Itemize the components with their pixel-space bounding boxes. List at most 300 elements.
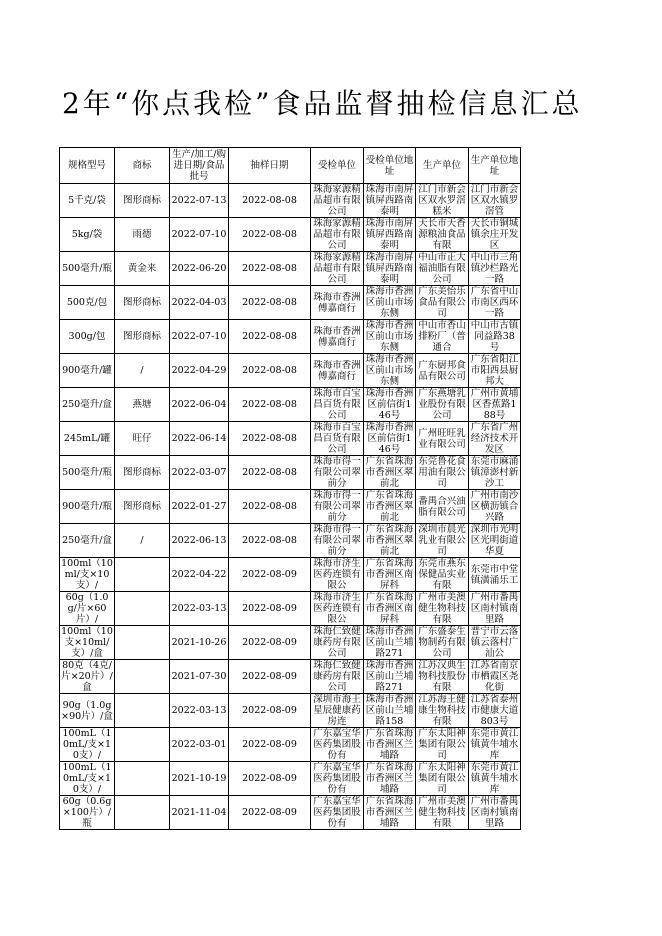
cell-text: 250毫升/盒 (62, 399, 112, 410)
cell-text: 80克（4克/片×20片）/盒 (61, 660, 113, 693)
cell-production-date (170, 286, 229, 320)
header-producer-address: 生产单位地址 (469, 148, 521, 184)
cell-text: 2022-06-13 (171, 535, 227, 546)
cell-text: 黄金来 (127, 263, 157, 274)
cell-producer-address (469, 660, 521, 694)
cell-brand (115, 558, 170, 592)
cell-text: 深圳市海王星辰健康药房连 (313, 694, 361, 727)
cell-production-date (170, 252, 229, 286)
cell-inspected-unit (311, 626, 364, 660)
cell-spec (60, 320, 115, 354)
cell-text: / (140, 535, 144, 546)
cell-text: 东莞鲁花食用油有限公司 (418, 456, 466, 489)
cell-text: 2022-08-08 (242, 433, 297, 444)
cell-text: 广州市南沙区横沥镇合兴路 (470, 490, 519, 523)
cell-producer-address (469, 796, 521, 830)
table-row (60, 354, 521, 388)
cell-producer (416, 728, 469, 762)
cell-text: 2022-03-01 (171, 739, 227, 750)
cell-text: 珠海家源精品超市有限公司 (313, 252, 361, 285)
cell-sampling-date (229, 524, 311, 558)
cell-producer (416, 694, 469, 728)
header-inspected-unit: 受检单位 (311, 148, 364, 184)
cell-producer (416, 796, 469, 830)
cell-text: 100mL（10mL/支×10支）/ (62, 728, 112, 761)
cell-text: 广东省珠海市香洲区翠前北 (365, 524, 414, 557)
cell-spec (60, 422, 115, 456)
cell-production-date (170, 592, 229, 626)
cell-inspected-unit (311, 524, 364, 558)
cell-brand (115, 456, 170, 490)
cell-text: 中山市正大福油脂有限公司 (418, 252, 466, 285)
cell-spec (60, 694, 115, 728)
cell-brand (115, 320, 170, 354)
cell-text: 中山市香山排粉厂（普通合 (418, 320, 466, 353)
cell-text: 2022-08-08 (242, 331, 297, 342)
cell-text: 江门市新会区双水镇罗滘管 (470, 184, 519, 217)
cell-text: 500毫升/瓶 (62, 263, 112, 274)
table-row (60, 694, 521, 728)
table-row (60, 286, 521, 320)
cell-brand (115, 694, 170, 728)
cell-production-date (170, 422, 229, 456)
cell-production-date (170, 320, 229, 354)
cell-spec (60, 524, 115, 558)
cell-inspected-unit (311, 252, 364, 286)
cell-brand (115, 796, 170, 830)
cell-producer-address (469, 354, 521, 388)
cell-spec (60, 252, 115, 286)
cell-producer-address (469, 286, 521, 320)
cell-sampling-date (229, 320, 311, 354)
cell-production-date (170, 524, 229, 558)
cell-text: 广东太阳神集团有限公司 (418, 728, 466, 761)
cell-text: 广东燕塘乳业股份有限公司 (418, 388, 466, 421)
cell-sampling-date (229, 354, 311, 388)
cell-text: 珠海市南屏镇屏西路南泰明 (365, 218, 414, 251)
table-row (60, 558, 521, 592)
cell-producer (416, 762, 469, 796)
cell-text: 珠海市济生医药连锁有限公 (313, 558, 361, 591)
table-row (60, 660, 521, 694)
cell-brand (115, 218, 170, 252)
cell-text: 广东厨邦食品有限公司 (418, 359, 466, 382)
cell-inspected-unit-address (364, 422, 416, 456)
table-row (60, 796, 521, 830)
cell-text: 2022-08-08 (242, 297, 297, 308)
cell-inspected-unit-address (364, 218, 416, 252)
cell-text: 2022-08-08 (242, 229, 297, 240)
cell-text: 2022-06-04 (171, 399, 227, 410)
cell-producer (416, 626, 469, 660)
table-row (60, 422, 521, 456)
cell-production-date (170, 218, 229, 252)
cell-producer-address (469, 320, 521, 354)
cell-text: 珠海市济生医药连锁有限公 (313, 592, 361, 625)
table-row (60, 592, 521, 626)
cell-text: 广东省珠海市香洲区兰埔路 (365, 728, 414, 761)
cell-inspected-unit (311, 694, 364, 728)
cell-inspected-unit-address (364, 354, 416, 388)
cell-sampling-date (229, 660, 311, 694)
cell-inspected-unit-address (364, 252, 416, 286)
cell-text: 100ml（10支×10ml/支）/盒 (61, 626, 113, 659)
cell-text: 2022-08-08 (242, 535, 297, 546)
cell-sampling-date (229, 252, 311, 286)
cell-text: 广州市美澳健生物科技有限 (418, 796, 466, 829)
cell-text: 图形商标 (122, 467, 161, 478)
cell-text: 广州旺旺乳业有限公司 (418, 427, 466, 450)
cell-text: 深圳市光明区光明街道华夏 (470, 524, 519, 557)
cell-production-date (170, 490, 229, 524)
cell-producer (416, 422, 469, 456)
cell-text: / (140, 365, 144, 376)
table-row (60, 388, 521, 422)
cell-producer (416, 286, 469, 320)
cell-production-date (170, 762, 229, 796)
cell-sampling-date (229, 558, 311, 592)
cell-text: 90g（1.0g×90片）/盒 (61, 699, 113, 722)
cell-text: 图形商标 (122, 195, 161, 206)
cell-text: 珠海市得一有限公司翠前分 (313, 456, 361, 489)
page-title: 2年“你点我检”食品监督抽检信息汇总 (62, 87, 583, 120)
cell-text: 珠海市香洲区前山市场东侧 (365, 320, 414, 353)
cell-producer (416, 490, 469, 524)
cell-production-date (170, 558, 229, 592)
cell-inspected-unit (311, 286, 364, 320)
cell-inspected-unit (311, 762, 364, 796)
cell-spec (60, 762, 115, 796)
cell-production-date (170, 456, 229, 490)
cell-inspected-unit-address (364, 592, 416, 626)
cell-spec (60, 660, 115, 694)
table-row (60, 218, 521, 252)
cell-inspected-unit-address (364, 796, 416, 830)
cell-text: 900毫升/瓶 (62, 501, 112, 512)
cell-sampling-date (229, 388, 311, 422)
cell-producer (416, 320, 469, 354)
cell-text: 2022-08-08 (242, 501, 297, 512)
header-inspected-unit-address: 受检单位地址 (364, 148, 416, 184)
cell-producer (416, 456, 469, 490)
cell-text: 图形商标 (122, 331, 161, 342)
cell-brand (115, 286, 170, 320)
cell-text: 300g/包 (68, 331, 106, 342)
cell-inspected-unit-address (364, 184, 416, 218)
cell-text: 2022-08-08 (242, 365, 297, 376)
cell-text: 2022-08-09 (242, 671, 297, 682)
cell-production-date (170, 796, 229, 830)
cell-inspected-unit-address (364, 456, 416, 490)
cell-text: 2022-08-09 (242, 637, 297, 648)
cell-text: 珠海市香洲区前信街146号 (365, 388, 414, 421)
cell-production-date (170, 184, 229, 218)
cell-text: 图形商标 (122, 297, 161, 308)
cell-producer (416, 524, 469, 558)
cell-spec (60, 728, 115, 762)
cell-producer-address (469, 558, 521, 592)
cell-spec (60, 218, 115, 252)
inspection-table (59, 147, 521, 830)
cell-producer-address (469, 456, 521, 490)
table-row (60, 524, 521, 558)
cell-producer-address (469, 592, 521, 626)
cell-production-date (170, 388, 229, 422)
cell-producer (416, 558, 469, 592)
cell-text: 2022-07-10 (171, 331, 227, 342)
cell-spec (60, 456, 115, 490)
cell-text: 2022-01-27 (171, 501, 227, 512)
cell-text: 燕塘 (132, 399, 152, 410)
cell-text: 珠海市得一有限公司翠前分 (313, 490, 361, 523)
cell-production-date (170, 694, 229, 728)
cell-producer (416, 388, 469, 422)
cell-producer-address (469, 728, 521, 762)
cell-text: 2022-08-09 (242, 603, 297, 614)
cell-production-date (170, 660, 229, 694)
cell-inspected-unit (311, 218, 364, 252)
table-row (60, 320, 521, 354)
cell-text: 珠海市香洲傅嘉商行 (313, 291, 361, 314)
cell-producer-address (469, 490, 521, 524)
cell-spec (60, 184, 115, 218)
cell-text: 2022-08-09 (242, 705, 297, 716)
cell-inspected-unit (311, 354, 364, 388)
cell-text: 东莞市燕东保健品实业有限 (418, 558, 466, 591)
cell-text: 珠海仁致健康药房有限公司 (313, 660, 361, 693)
cell-inspected-unit (311, 728, 364, 762)
cell-text: 珠海市香洲区前山市场东侧 (365, 286, 414, 319)
cell-producer (416, 218, 469, 252)
cell-text: 广东嘉宝华医药集团股份有 (313, 728, 361, 761)
cell-text: 旺仔 (132, 433, 152, 444)
cell-inspected-unit (311, 660, 364, 694)
cell-brand (115, 490, 170, 524)
cell-text: 珠海市百宝昌百货有限公司 (313, 422, 361, 455)
cell-inspected-unit (311, 558, 364, 592)
cell-sampling-date (229, 184, 311, 218)
cell-text: 广东省珠海市香洲区翠前北 (365, 456, 414, 489)
cell-text: 2022-07-13 (171, 195, 227, 206)
cell-producer-address (469, 524, 521, 558)
cell-brand (115, 354, 170, 388)
cell-text: 2021-11-04 (171, 807, 227, 818)
cell-text: 天长市铜城镇余庄开发区 (470, 218, 519, 251)
cell-producer-address (469, 626, 521, 660)
cell-text: 2022-08-08 (242, 195, 297, 206)
cell-inspected-unit-address (364, 728, 416, 762)
cell-brand (115, 728, 170, 762)
cell-text: 2022-08-09 (242, 773, 297, 784)
cell-sampling-date (229, 626, 311, 660)
cell-text: 广东省阳江市阳西县厨邦大 (470, 354, 519, 387)
cell-brand (115, 524, 170, 558)
cell-text: 东莞市黄江镇黄牛埔水库 (470, 762, 519, 795)
cell-text: 江苏海王健康生物科技有限 (418, 694, 466, 727)
cell-text: 珠海市百宝昌百货有限公司 (313, 388, 361, 421)
cell-producer-address (469, 422, 521, 456)
header-brand: 商标 (115, 148, 170, 184)
cell-text: 东莞市麻涌镇漳澎村新沙工 (470, 456, 519, 489)
cell-text: 图形商标 (122, 501, 161, 512)
cell-text: 广州市番禺区南村镇南里路 (470, 796, 519, 829)
cell-inspected-unit-address (364, 388, 416, 422)
cell-spec (60, 490, 115, 524)
cell-text: 5千克/袋 (68, 195, 106, 206)
cell-production-date (170, 354, 229, 388)
cell-text: 2021-10-26 (171, 637, 227, 648)
cell-text: 广东美怡乐食品有限公司 (418, 286, 466, 319)
table-row (60, 626, 521, 660)
cell-text: 2022-04-29 (171, 365, 227, 376)
cell-inspected-unit-address (364, 694, 416, 728)
cell-text: 900毫升/罐 (62, 365, 112, 376)
cell-text: 2022-03-13 (171, 603, 227, 614)
table-row (60, 252, 521, 286)
cell-text: 普宁市云落镇云落村广汕公 (470, 626, 519, 659)
cell-production-date (170, 626, 229, 660)
cell-text: 广东太阳神集团有限公司 (418, 762, 466, 795)
cell-sampling-date (229, 490, 311, 524)
cell-text: 广东嘉宝华医药集团股份有 (313, 762, 361, 795)
cell-text: 广州市美澳健生物科技有限 (418, 592, 466, 625)
header-production-date: 生产/加工/购进日期/食品批号 (170, 148, 229, 184)
cell-sampling-date (229, 218, 311, 252)
cell-text: 珠海市香洲区前山市场东侧 (365, 354, 414, 387)
cell-text: 中山市古镇同益路38号 (470, 320, 519, 353)
cell-text: 珠海市南屏镇屏西路南泰明 (365, 184, 414, 217)
cell-text: 珠海家源精品超市有限公司 (313, 218, 361, 251)
cell-text: 100ml（10ml/支×10支）/ (61, 558, 113, 591)
cell-inspected-unit-address (364, 320, 416, 354)
cell-text: 500克/包 (66, 297, 108, 308)
table-row (60, 456, 521, 490)
cell-text: 东莞市中堂镇潢涌乐工 (470, 563, 519, 586)
cell-text: 100mL（10mL/支×10支）/ (62, 762, 112, 795)
cell-text: 60g（1.0g/片×60片）/ (65, 592, 109, 625)
cell-production-date (170, 728, 229, 762)
cell-sampling-date (229, 422, 311, 456)
cell-text: 广东盛泰生物制药有限公司 (418, 626, 466, 659)
cell-brand (115, 626, 170, 660)
cell-inspected-unit (311, 490, 364, 524)
cell-text: 60g（0.6g×100片）/瓶 (62, 796, 112, 829)
cell-producer (416, 184, 469, 218)
cell-text: 广东嘉宝华医药集团股份有 (313, 796, 361, 829)
cell-text: 2021-07-30 (171, 671, 227, 682)
cell-text: 2022-04-03 (171, 297, 227, 308)
cell-text: 珠海仁致健康药房有限公司 (313, 626, 361, 659)
cell-brand (115, 762, 170, 796)
cell-spec (60, 626, 115, 660)
cell-sampling-date (229, 796, 311, 830)
cell-text: 2021-10-19 (171, 773, 227, 784)
table-row (60, 490, 521, 524)
header-spec: 规格型号 (60, 148, 115, 184)
cell-producer-address (469, 694, 521, 728)
cell-text: 广东省珠海市香洲区南屏科 (365, 592, 414, 625)
cell-inspected-unit (311, 388, 364, 422)
cell-brand (115, 388, 170, 422)
cell-text: 珠海市得一有限公司翠前分 (313, 524, 361, 557)
cell-text: 番禺合兴油脂有限公司 (418, 495, 466, 518)
cell-text: 深圳市晨光乳业有限公司 (418, 524, 466, 557)
cell-producer (416, 252, 469, 286)
cell-text: 2022-06-14 (171, 433, 227, 444)
cell-text: 2022-08-08 (242, 399, 297, 410)
table-row (60, 728, 521, 762)
cell-text: 500毫升/瓶 (62, 467, 112, 478)
cell-text: 5kg/袋 (71, 229, 103, 240)
cell-spec (60, 354, 115, 388)
cell-inspected-unit (311, 592, 364, 626)
cell-sampling-date (229, 592, 311, 626)
cell-inspected-unit (311, 320, 364, 354)
cell-inspected-unit-address (364, 626, 416, 660)
cell-spec (60, 558, 115, 592)
header-producer: 生产单位 (416, 148, 469, 184)
cell-brand (115, 184, 170, 218)
header-sampling-date: 抽样日期 (229, 148, 311, 184)
cell-text: 广东省中山市南区西环一路 (470, 286, 519, 319)
cell-text: 广东省珠海市香洲区兰埔路 (365, 762, 414, 795)
cell-text: 2022-08-08 (242, 263, 297, 274)
cell-sampling-date (229, 286, 311, 320)
cell-text: 珠海市香洲区前信街146号 (365, 422, 414, 455)
cell-text: 广东省珠海市香洲区翠前北 (365, 490, 414, 523)
cell-inspected-unit (311, 456, 364, 490)
table-row (60, 762, 521, 796)
cell-sampling-date (229, 694, 311, 728)
cell-sampling-date (229, 762, 311, 796)
cell-inspected-unit (311, 184, 364, 218)
table-row (60, 184, 521, 218)
cell-inspected-unit-address (364, 762, 416, 796)
cell-text: 2022-08-09 (242, 569, 297, 580)
cell-inspected-unit (311, 796, 364, 830)
cell-text: 江苏省南京市栖霞区尧化街 (470, 660, 519, 693)
cell-text: 江门市新会区双水罗滘糕米 (418, 184, 466, 217)
cell-text: 珠海市香洲区前山兰埔路271 (365, 660, 414, 693)
cell-producer-address (469, 762, 521, 796)
cell-inspected-unit-address (364, 490, 416, 524)
cell-inspected-unit-address (364, 524, 416, 558)
cell-text: 珠海市南屏镇屏西路南泰明 (365, 252, 414, 285)
cell-text: 250毫升/盒 (62, 535, 112, 546)
cell-text: 245mL/罐 (63, 433, 111, 444)
cell-producer-address (469, 184, 521, 218)
cell-text: 珠海市香洲傅嘉商行 (313, 325, 361, 348)
cell-text: 珠海家源精品超市有限公司 (313, 184, 361, 217)
cell-text: 广东省广州经济技术开发区 (470, 422, 519, 455)
cell-brand (115, 660, 170, 694)
cell-text: 江苏省泰州市健康大道803号 (470, 694, 519, 727)
cell-text: 东莞市黄江镇黄牛埔水库 (470, 728, 519, 761)
cell-text: 江苏汉典生物科技股份有限 (418, 660, 466, 693)
cell-spec (60, 796, 115, 830)
cell-text: 广州市番禺区南村镇南里路 (470, 592, 519, 625)
cell-text: 2022-08-08 (242, 467, 297, 478)
cell-text: 2022-06-20 (171, 263, 227, 274)
cell-producer-address (469, 252, 521, 286)
cell-text: 雨德 (132, 229, 152, 240)
cell-producer-address (469, 218, 521, 252)
cell-sampling-date (229, 456, 311, 490)
cell-text: 2022-03-07 (171, 467, 227, 478)
cell-text: 2022-03-13 (171, 705, 227, 716)
cell-inspected-unit-address (364, 286, 416, 320)
cell-text: 珠海市香洲傅嘉商行 (313, 359, 361, 382)
